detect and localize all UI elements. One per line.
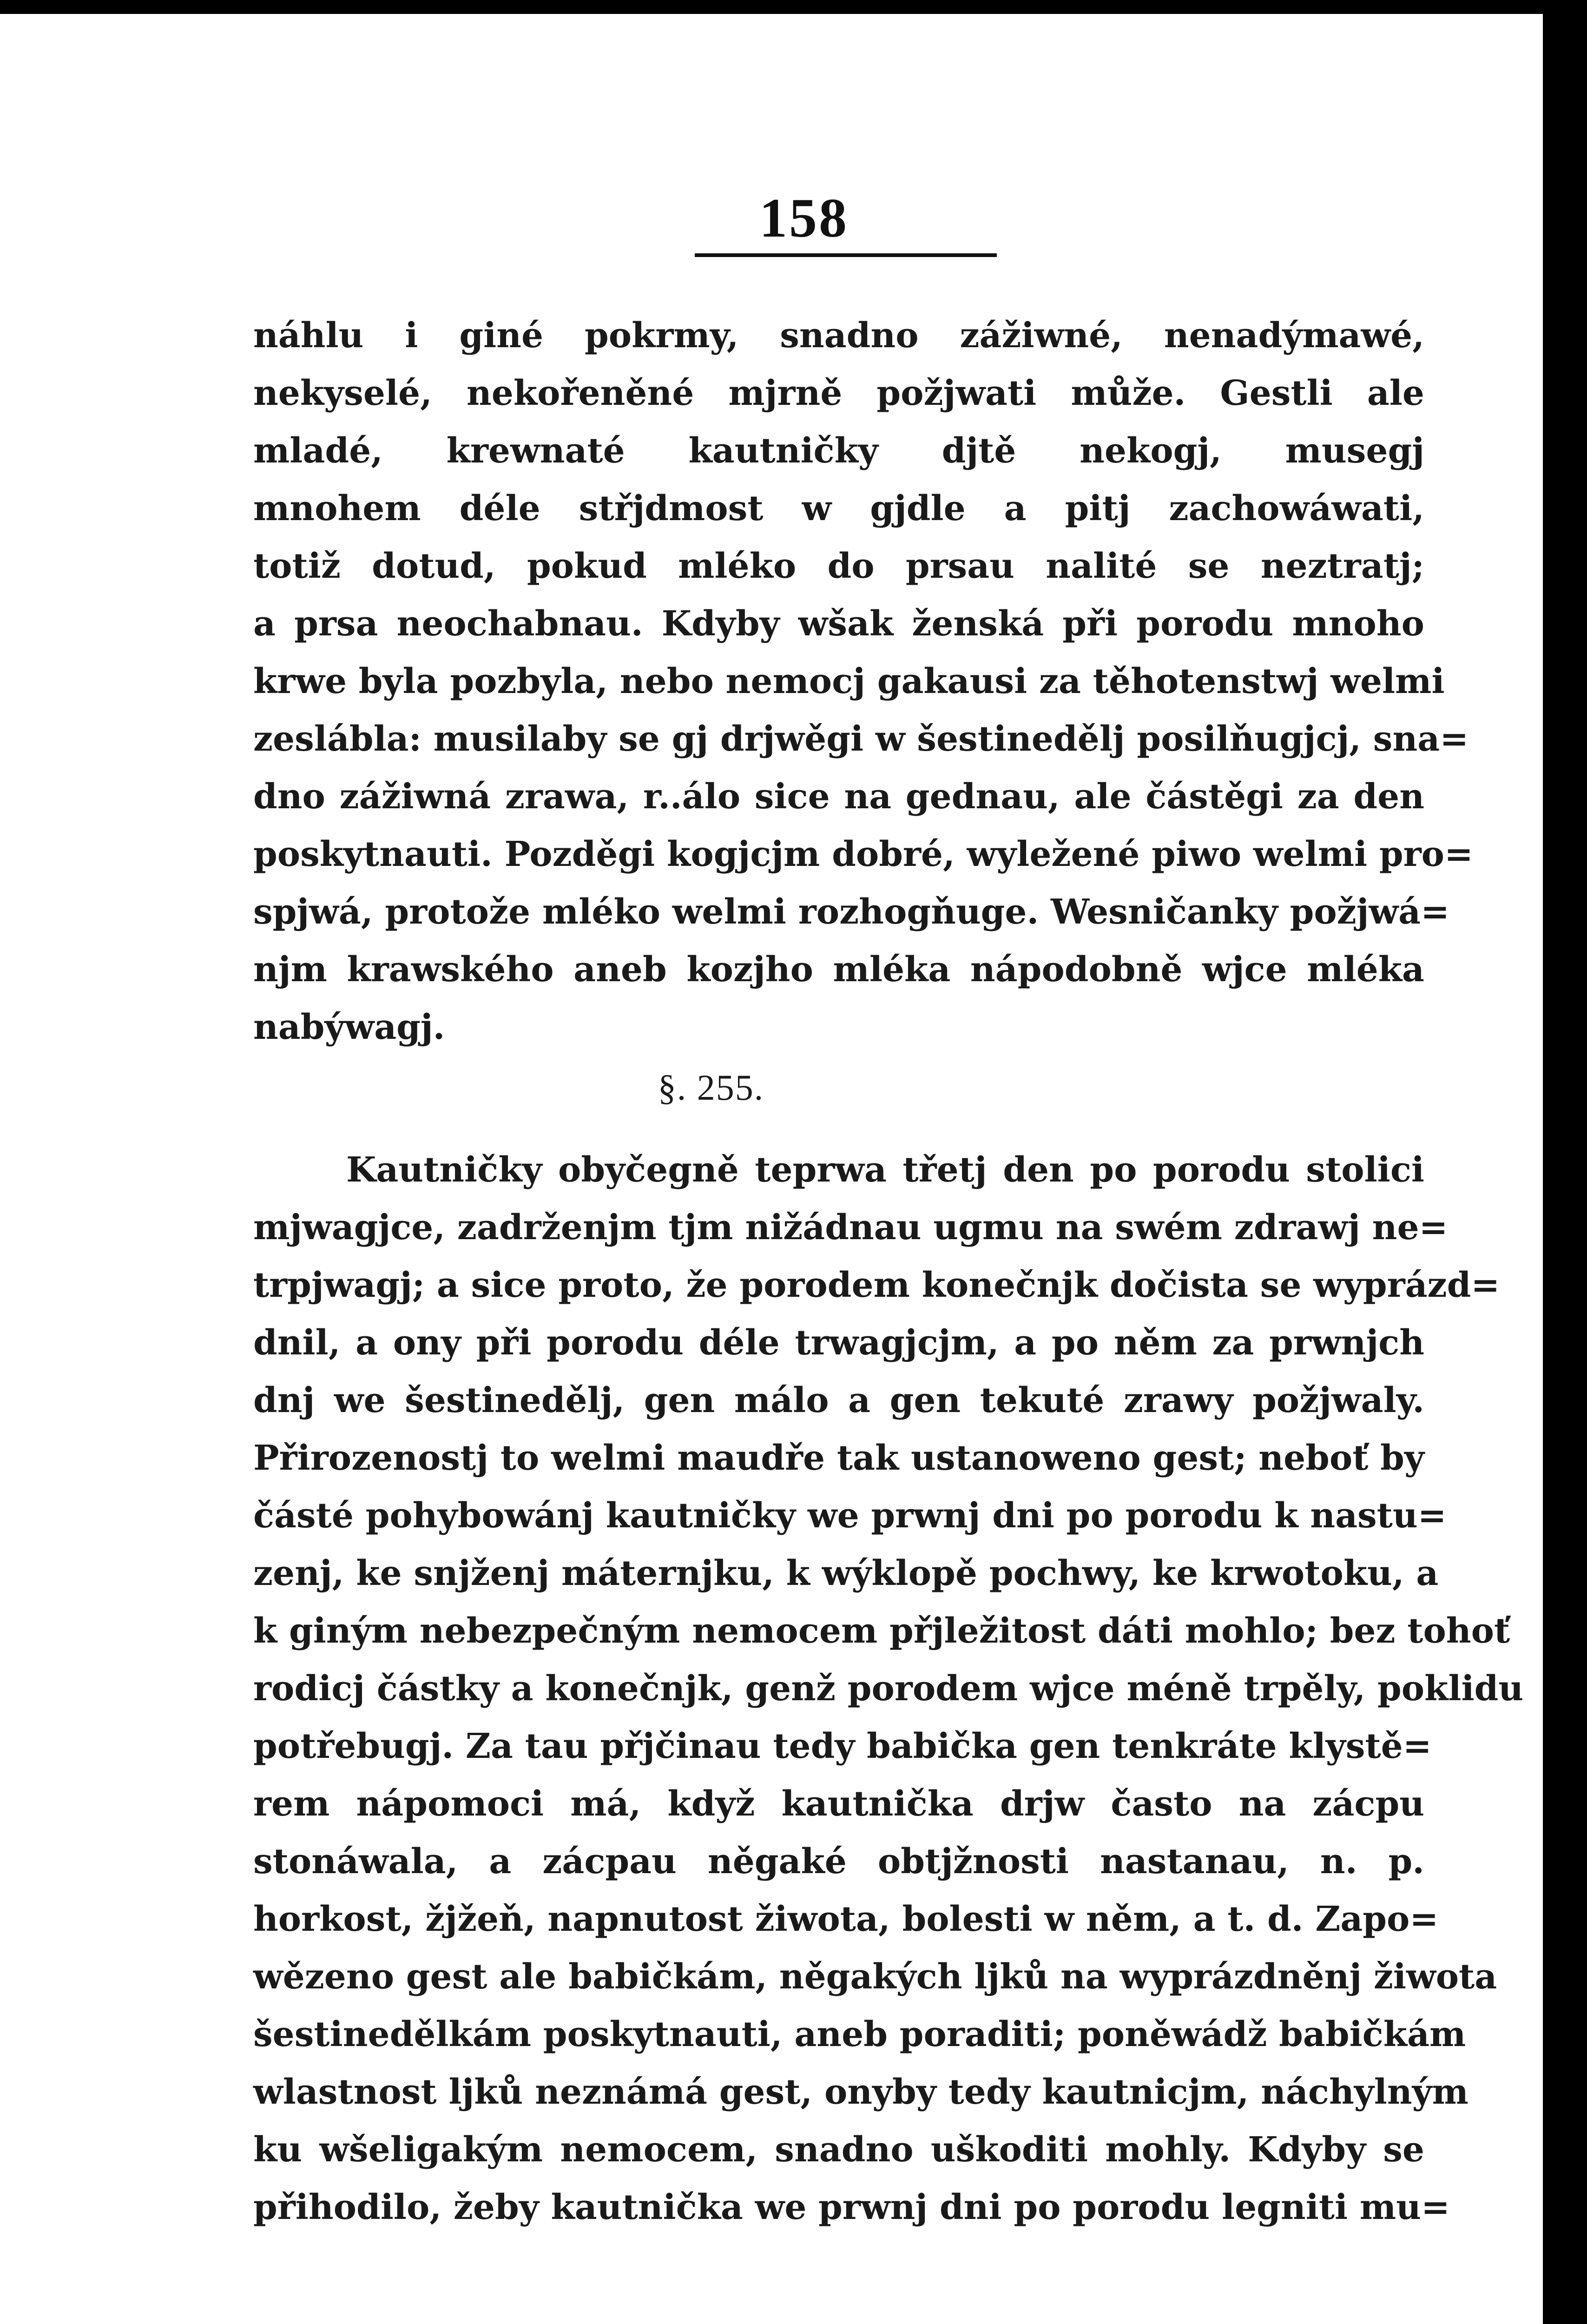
text-line: nabýwagj. (253, 1007, 445, 1047)
scan-border-top (0, 0, 1587, 14)
text-line: totiž dotud, pokud mléko do prsau nalité se neztratj; (253, 546, 1424, 586)
text-line: k giným nebezpečným nemocem přjležitost dáti mohlo; bez tohoť (253, 1611, 1510, 1651)
scan-border-right (1543, 0, 1587, 2324)
text-line: horkost, žjžeň, napnutost žiwota, bolesti w něm, a t. d. Zapo= (253, 1899, 1439, 1939)
text-line: Kautničky obyčegně teprwa třetj den po porodu stolici (346, 1150, 1424, 1190)
page-number-rule (695, 253, 997, 257)
section-heading: §. 255. (658, 1067, 764, 1108)
page-number: 158 (759, 187, 849, 249)
text-line: mjwagjce, zadrženjm tjm nižádnau ugmu na swém zdrawj ne= (253, 1208, 1448, 1248)
text-line: rodicj částky a konečnjk, genž porodem wjce méně trpěly, poklidu (253, 1669, 1524, 1709)
text-line: spjwá, protože mléko welmi rozhogňuge. Wesničanky požjwá= (253, 892, 1450, 932)
text-line: zenj, ke snjženj máternjku, k wýklopě pochwy, ke krwotoku, a (253, 1553, 1439, 1593)
text-line: zeslábla: musilaby se gj drjwěgi w šestinedělj posilňugjcj, sna= (253, 719, 1469, 759)
text-line: mnohem déle střjdmost w gjdle a pitj zachowáwati, (253, 489, 1424, 528)
text-line: nekyselé, nekořeněné mjrně požjwati může. Gestli ale (253, 373, 1424, 413)
text-line: dnil, a ony při porodu déle trwagjcjm, a po něm za prwnjch (253, 1323, 1424, 1363)
text-line: krwe byla pozbyla, nebo nemocj gakausi za těhotenstwj welmi (253, 661, 1445, 701)
text-line: ku wšeligakým nemocem, snadno uškoditi mohly. Kdyby se (253, 2130, 1424, 2170)
text-line: poskytnauti. Pozděgi kogjcjm dobré, wyležené piwo welmi pro= (253, 834, 1474, 874)
text-line: stonáwala, a zácpau něgaké obtjžnosti nastanau, n. p. (253, 1842, 1424, 1882)
text-line: šestinedělkám poskytnauti, aneb poraditi; poněwádž babičkám (253, 2014, 1466, 2054)
text-line: njm krawského aneb kozjho mléka nápodobně wjce mléka (253, 950, 1424, 990)
text-line: přihodilo, žeby kautnička we prwnj dni po porodu legniti mu= (253, 2187, 1450, 2227)
text-line: částé pohybowánj kautničky we prwnj dni po porodu k nastu= (253, 1496, 1447, 1536)
text-line: rem nápomoci má, když kautnička drjw často na zácpu (253, 1784, 1424, 1824)
text-line: dno zážiwná zrawa, r..álo sice na gednau, ale částěgi za den (253, 777, 1424, 817)
text-line: Přirozenostj to welmi maudře tak ustanoweno gest; neboť by (253, 1438, 1424, 1478)
text-line: potřebugj. Za tau přjčinau tedy babička gen tenkráte klystě= (253, 1726, 1432, 1766)
text-line: a prsa neochabnau. Kdyby wšak ženská při porodu mnoho (253, 604, 1424, 644)
paragraph-1 (253, 307, 1474, 1056)
text-line: náhlu i giné pokrmy, snadno zážiwné, nenadýmawé, (253, 316, 1424, 356)
text-line: dnj we šestinedělj, gen málo a gen tekuté zrawy požjwaly. (253, 1380, 1424, 1420)
text-line: mladé, krewnaté kautničky djtě nekogj, musegj (253, 431, 1424, 471)
text-line: wlastnost ljků neznámá gest, onyby tedy kautnicjm, náchylným (253, 2072, 1468, 2112)
text-line: wězeno gest ale babičkám, něgakých ljků na wyprázdněnj žiwota (253, 1957, 1497, 1997)
text-line: trpjwagj; a sice proto, že porodem konečnjk dočista se wyprázd= (253, 1265, 1500, 1305)
paragraph-2 (253, 1141, 1524, 2236)
